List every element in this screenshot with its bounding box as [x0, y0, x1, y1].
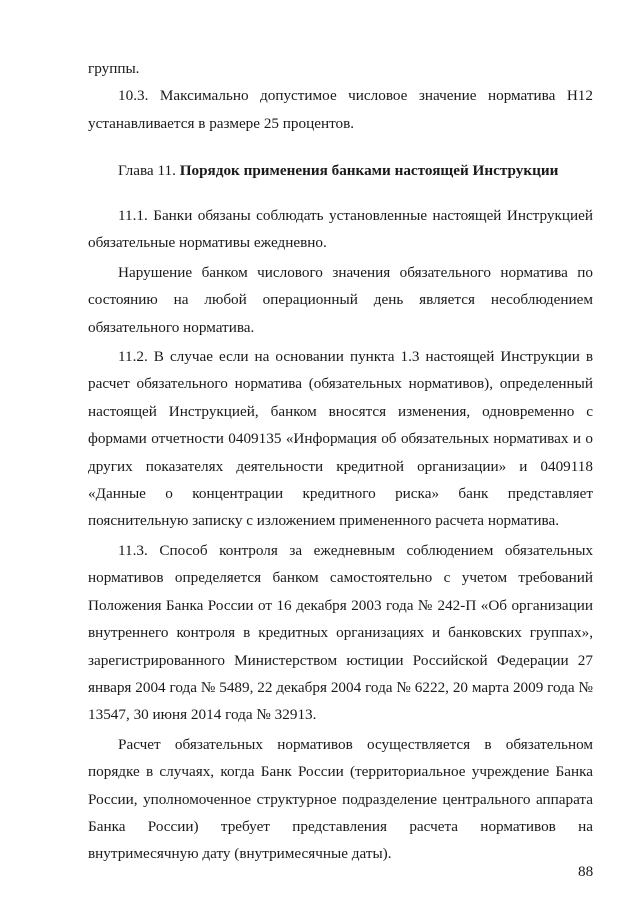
paragraph-calculation: Расчет обязательных нормативов осуществляется в обязательном порядке в случаях, когда Банк России (территориальное учреждение Банка России, уполномоченное структурное подразделение центрального аппарата Банка России) требует представления расчета нормативов на внутримесячную дату (внутримесячные даты).	[88, 735, 593, 863]
paragraph-11-2: 11.2. В случае если на основании пункта 1.3 настоящей Инструкции в расчет обязательного норматива (обязательных нормативов), определенный настоящей Инструкцией, банком вносятся изменения, одновременно с формами отчетности 0409135 «Информация об обязательных нормативах и о других показателях деятельности кредитной организации» и 0409118 «Данные о концентрации кредитного риска» банк представляет пояснительную записку с изложением примененного расчета норматива.	[88, 348, 593, 530]
paragraph-violation: Нарушение банком числового значения обязательного норматива по состоянию на любой операционный день является несоблюдением обязательного норматива.	[88, 263, 593, 336]
top-text-block	[88, 55, 593, 137]
chapter-body	[88, 202, 593, 868]
chapter-title: Порядок применения банками настоящей Инструкции	[179, 162, 559, 179]
paragraph-11-1: 11.1. Банки обязаны соблюдать установленные настоящей Инструкцией обязательные нормативы ежедневно.	[88, 207, 593, 252]
chapter-heading	[118, 160, 558, 182]
paragraph-10-3: 10.3. Максимально допустимое числовое значение норматива Н12 устанавливается в размере 25 процентов.	[88, 87, 593, 132]
paragraph-11-3: 11.3. Способ контроля за ежедневным соблюдением обязательных нормативов определяется банком самостоятельно с учетом требований Положения Банка России от 16 декабря 2003 года № 242-П «Об организации внутреннего контроля в кредитных организациях и банковских группах», зарегистрированного Министерством юстиции Российской Федерации 27 января 2004 года № 5489, 22 декабря 2004 года № 6222, 20 марта 2009 года № 13547, 30 июня 2014 года № 32913.	[88, 541, 593, 724]
continuation-text: группы.	[88, 60, 140, 77]
chapter-prefix: Глава 11.	[118, 162, 176, 179]
page-number: 88	[578, 863, 594, 880]
